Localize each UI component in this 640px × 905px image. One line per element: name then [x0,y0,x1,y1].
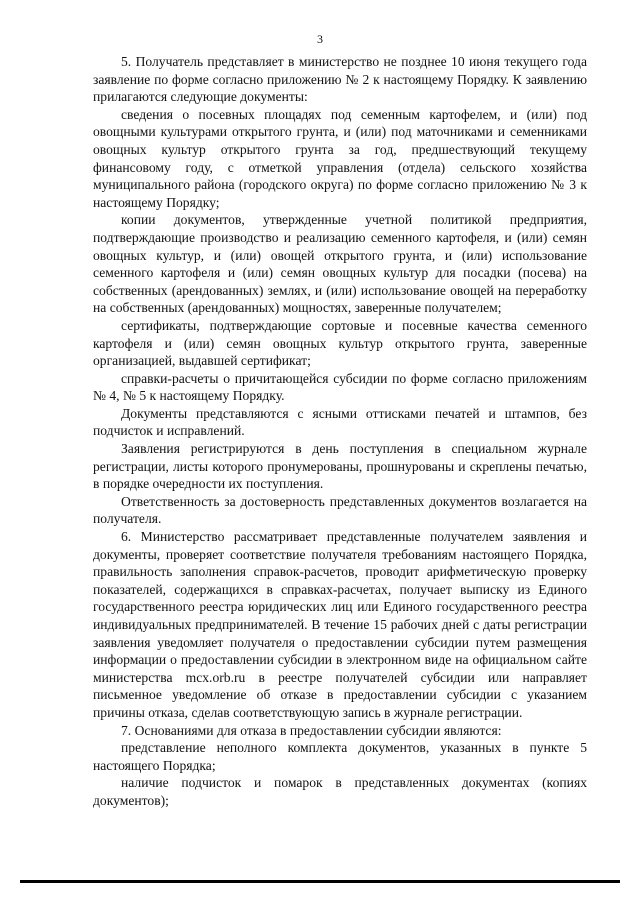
paragraph-incomplete-set: представление неполного комплекта документов, указанных в пункте 5 настоящего Порядка; [93,740,587,773]
paragraph-6-review: 6. Министерство рассматривает представленные получателем заявления и документы, проверяет соответствие получателя требованиям настоящего Порядка, правильность заполнения справок-расчетов, проводит арифметическую проверку показателей, содержащихся в справках-расчетах, получает выписку из Единого государственного реестра юридических лиц или Единого государственного реестра индивидуальных предпринимателей. В течение 15 рабочих дней с даты регистрации заявления уведомляет получателя о предоставлении субсидии путем размещения информации о предоставлении субсидии в электронном виде на официальном сайте министерства mcx.orb.ru в реестре получателей субсидии или направляет письменное уведомление об отказе в предоставлении субсидии с указанием причины отказа, сделав соответствующую запись в журнале регистрации. [93,529,587,720]
paragraph-7-refusal-grounds: 7. Основаниями для отказа в предоставлении субсидии являются: [121,722,502,738]
page-number: 3 [317,32,323,46]
document-body [93,53,587,810]
paragraph-document-copies: копии документов, утвержденные учетной политикой предприятия, подтверждающие производство и реализацию семенного картофеля, и (или) семян овощных культур, и (или) овощей открытого грунта, и (или) использование семенного картофеля и (или) семян овощных культур для посадки (посева) на собственных (арендованных) землях, и (или) использование овощей на переработку на собственных (арендованных) мощностях, заверенные получателем; [93,212,587,316]
paragraph-responsibility: Ответственность за достоверность представленных документов возлагается на получателя. [93,493,587,527]
paragraph-certificates: сертификаты, подтверждающие сортовые и посевные качества семенного картофеля и (или) семян овощных культур открытого грунта, заверенные организацией, выдавшей сертификат; [93,317,587,369]
bottom-divider [20,880,620,883]
paragraph-document-requirements: Документы представляются с ясными оттисками печатей и штампов, без подчисток и исправлений. [93,405,587,439]
paragraph-5-intro: 5. Получатель представляет в министерство не позднее 10 июня текущего года заявление по форме согласно приложению № 2 к настоящему Порядку. К заявлению прилагаются следующие документы: [93,54,587,105]
paragraph-registration: Заявления регистрируются в день поступления в специальном журнале регистрации, листы которого пронумерованы, прошнурованы и скреплены печатью, в порядке очередности их поступления. [93,441,587,492]
paragraph-calculation-certificates: справки-расчеты о причитающейся субсидии по форме согласно приложениям № 4, № 5 к настоящему Порядку. [93,370,587,404]
paragraph-erasures: наличие подчисток и помарок в представленных документах (копиях документов); [93,775,587,808]
paragraph-sowing-areas: сведения о посевных площадях под семенным картофелем, и (или) под овощными культурами открытого грунта, и (или) под маточниками и семенниками овощных культур открытого грунта за год, предшествующий текущему финансовому году, с отметкой управления (отдела) сельского хозяйства муниципального района (городского округа) по форме согласно приложению № 3 к настоящему Порядку; [93,106,587,210]
